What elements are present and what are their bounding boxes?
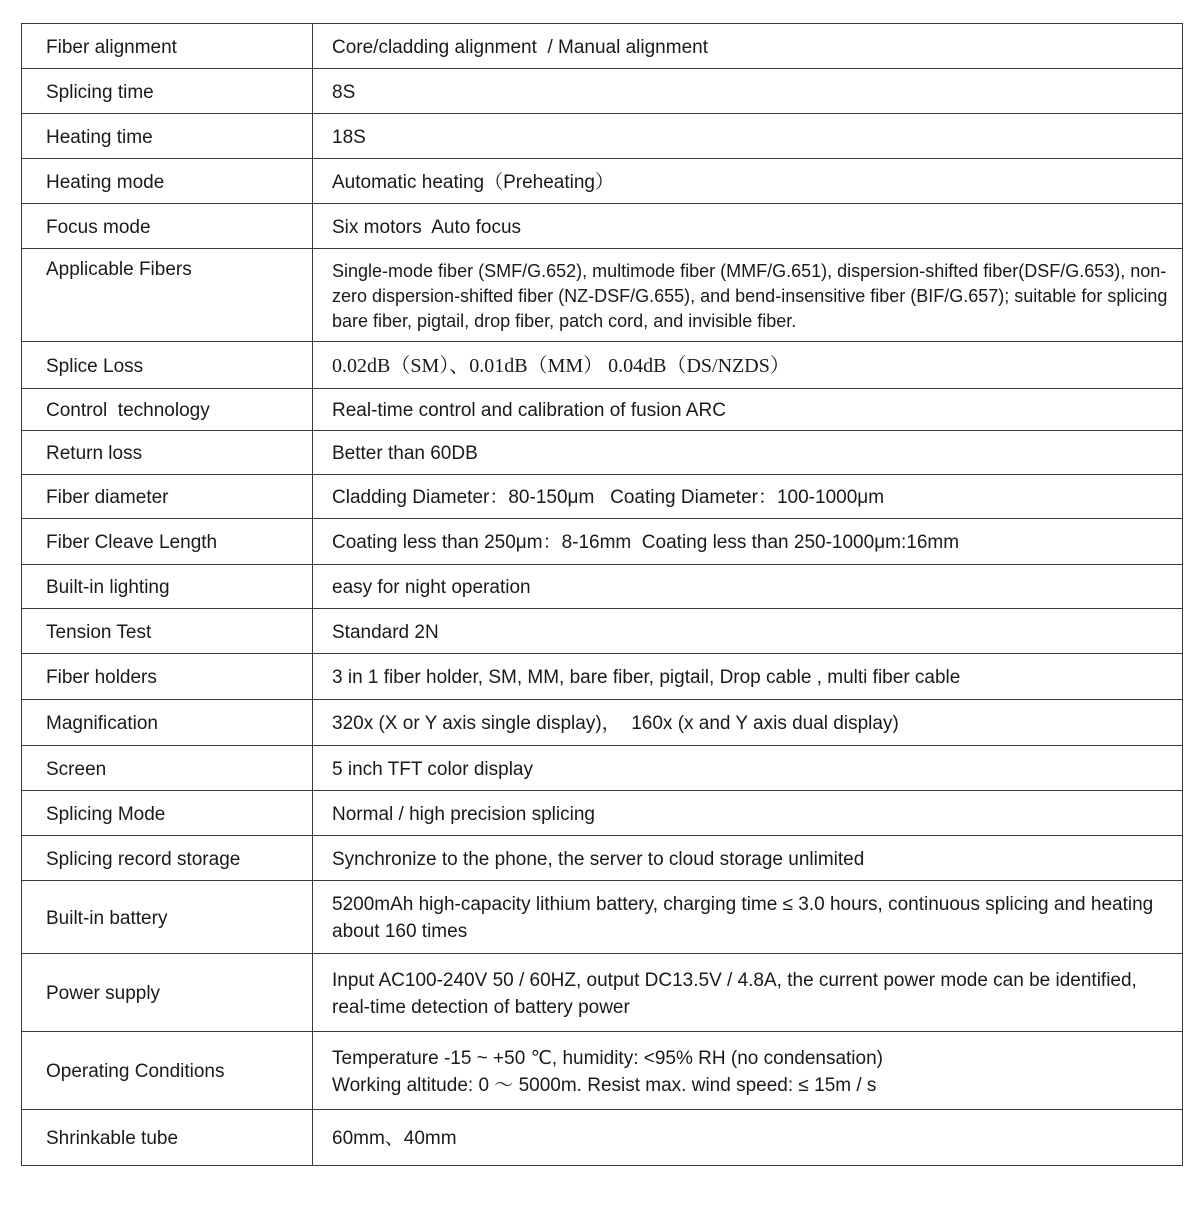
spec-label: Built-in lighting: [22, 565, 313, 609]
spec-label: Power supply: [22, 954, 313, 1032]
spec-value: 5200mAh high-capacity lithium battery, charging time ≤ 3.0 hours, continuous splicing and heating about 160 times: [313, 881, 1183, 954]
table-row: [22, 69, 1183, 114]
table-row: [22, 342, 1183, 389]
table-row: [22, 836, 1183, 881]
table-row: [22, 791, 1183, 836]
spec-label: Screen: [22, 746, 313, 791]
table-row: [22, 114, 1183, 159]
table-row: [22, 159, 1183, 204]
spec-value: 5 inch TFT color display: [313, 746, 1183, 791]
table-row: [22, 431, 1183, 475]
spec-value: 3 in 1 fiber holder, SM, MM, bare fiber, pigtail, Drop cable , multi fiber cable: [313, 654, 1183, 700]
table-row: [22, 1110, 1183, 1166]
spec-value: Synchronize to the phone, the server to cloud storage unlimited: [313, 836, 1183, 881]
table-row: [22, 389, 1183, 431]
spec-value: 0.02dB（SM）、0.01dB（MM） 0.04dB（DS/NZDS）: [313, 342, 1183, 389]
spec-label: Control technology: [22, 389, 313, 431]
table-row: [22, 700, 1183, 746]
table-row: [22, 1032, 1183, 1110]
spec-label: Operating Conditions: [22, 1032, 313, 1110]
spec-label: Splicing Mode: [22, 791, 313, 836]
table-row: [22, 954, 1183, 1032]
spec-value: Six motors Auto focus: [313, 204, 1183, 249]
spec-value: Standard 2N: [313, 609, 1183, 654]
table-row: [22, 519, 1183, 565]
spec-value: Real-time control and calibration of fusion ARC: [313, 389, 1183, 431]
spec-label: Built-in battery: [22, 881, 313, 954]
table-row: [22, 475, 1183, 519]
table-row: [22, 249, 1183, 342]
spec-value: Automatic heating（Preheating）: [313, 159, 1183, 204]
spec-label: Return loss: [22, 431, 313, 475]
spec-label: Magnification: [22, 700, 313, 746]
spec-label: Fiber holders: [22, 654, 313, 700]
spec-value: Input AC100-240V 50 / 60HZ, output DC13.5V / 4.8A, the current power mode can be identified, real-time detection of battery power: [313, 954, 1183, 1032]
spec-value: Core/cladding alignment / Manual alignment: [313, 24, 1183, 69]
spec-table: [21, 23, 1183, 1166]
table-row: [22, 204, 1183, 249]
spec-value: Better than 60DB: [313, 431, 1183, 475]
spec-label: Splicing time: [22, 69, 313, 114]
table-row: [22, 746, 1183, 791]
spec-value: 320x (X or Y axis single display)， 160x (x and Y axis dual display): [313, 700, 1183, 746]
spec-label: Fiber Cleave Length: [22, 519, 313, 565]
spec-value: Cladding Diameter：80-150μm Coating Diameter：100-1000μm: [313, 475, 1183, 519]
spec-label: Splicing record storage: [22, 836, 313, 881]
table-row: [22, 565, 1183, 609]
spec-value: Temperature -15 ~ +50 ℃, humidity: <95% RH (no condensation) Working altitude: 0 〜 5000m. Resist max. wind speed: ≤ 15m / s: [313, 1032, 1183, 1110]
spec-label: Splice Loss: [22, 342, 313, 389]
spec-label: Tension Test: [22, 609, 313, 654]
spec-label: Shrinkable tube: [22, 1110, 313, 1166]
table-row: [22, 881, 1183, 954]
table-row: [22, 24, 1183, 69]
spec-value: Coating less than 250μm：8-16mm Coating less than 250-1000μm:16mm: [313, 519, 1183, 565]
spec-value: Single-mode fiber (SMF/G.652), multimode fiber (MMF/G.651), dispersion-shifted fiber(DSF/G.653), non-zero dispersion-shifted fiber (NZ-DSF/G.655), and bend-insensitive fiber (BIF/G.657); suitable for splicing bare fiber, pigtail, drop fiber, patch cord, and invisible fiber.: [313, 249, 1183, 342]
table-row: [22, 654, 1183, 700]
spec-value: easy for night operation: [313, 565, 1183, 609]
spec-label: Focus mode: [22, 204, 313, 249]
spec-value: 18S: [313, 114, 1183, 159]
spec-label: Heating mode: [22, 159, 313, 204]
spec-label: Fiber diameter: [22, 475, 313, 519]
spec-table-body: [22, 24, 1183, 1166]
spec-label: Applicable Fibers: [22, 249, 313, 342]
spec-label: Heating time: [22, 114, 313, 159]
spec-value: Normal / high precision splicing: [313, 791, 1183, 836]
spec-value: 60mm、40mm: [313, 1110, 1183, 1166]
spec-label: Fiber alignment: [22, 24, 313, 69]
spec-value: 8S: [313, 69, 1183, 114]
table-row: [22, 609, 1183, 654]
